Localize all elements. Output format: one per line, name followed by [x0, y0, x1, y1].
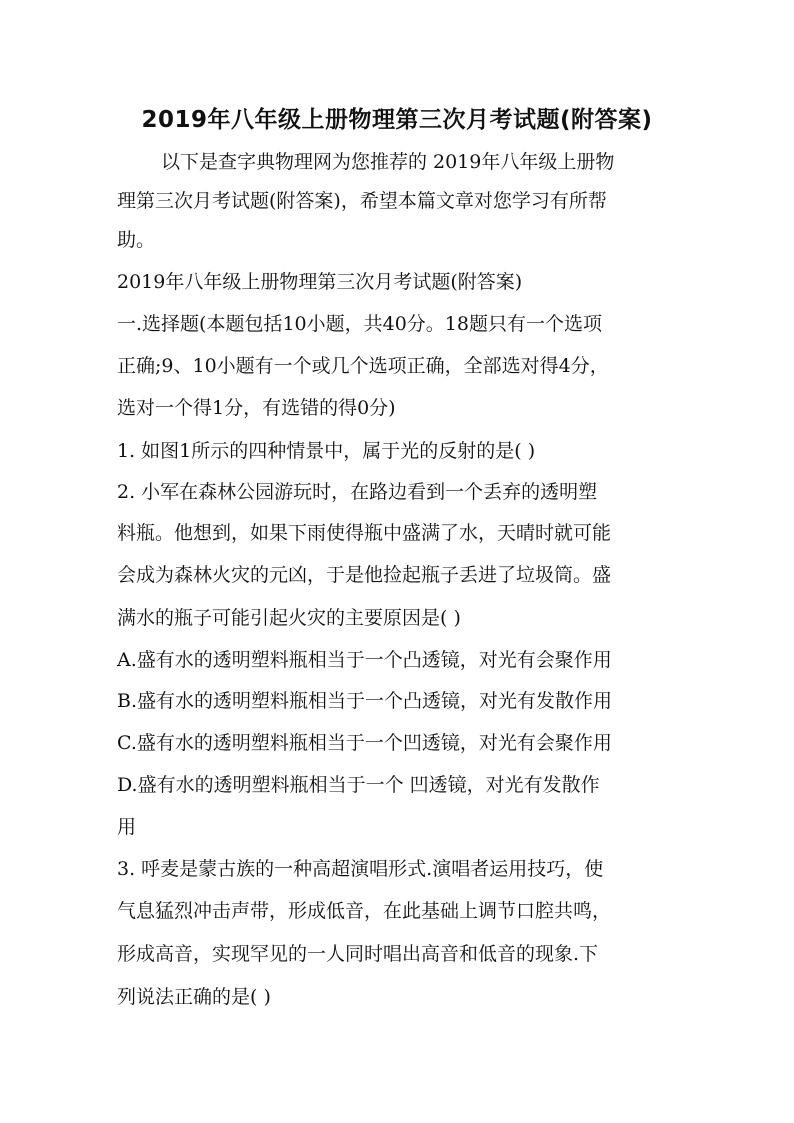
question-2: 2. 小军在森林公园游玩时，在路边看到一个丢弃的透明塑	[117, 481, 598, 503]
question-3: 3. 呼麦是蒙古族的一种高超演唱形式.演唱者运用技巧，使	[117, 858, 604, 880]
option-b: B.盛有水的透明塑料瓶相当于一个凸透镜，对光有发散作用	[117, 690, 613, 712]
question-1: 1. 如图1所示的四种情景中，属于光的反射的是( )	[117, 440, 536, 462]
paragraph-line: 一.选择题(本题包括10小题，共40分。18题只有一个选项	[117, 313, 602, 335]
paragraph-line: 选对一个得1分，有选错的得0分)	[117, 397, 396, 419]
paragraph-line: 料瓶。他想到，如果下雨使得瓶中盛满了水，天晴时就可能	[117, 522, 612, 544]
option-d: D.盛有水的透明塑料瓶相当于一个 凹透镜，对光有发散作	[117, 774, 600, 796]
paragraph-line: 形成高音，实现罕见的一人同时唱出高音和低音的现象.下	[117, 943, 599, 965]
paragraph-line: 用	[117, 816, 137, 838]
paragraph-line: 会成为森林火灾的元凶，于是他捡起瓶子丢进了垃圾筒。盛	[117, 564, 612, 586]
option-c: C.盛有水的透明塑料瓶相当于一个凹透镜，对光有会聚作用	[117, 732, 612, 754]
option-a: A.盛有水的透明塑料瓶相当于一个凸透镜，对光有会聚作用	[117, 649, 612, 671]
paragraph-line: 气息猛烈冲击声带，形成低音，在此基础上调节口腔共鸣，	[117, 900, 612, 922]
paragraph-line: 理第三次月考试题(附答案)，希望本篇文章对您学习有所帮	[117, 190, 607, 212]
paragraph-line: 满水的瓶子可能引起火灾的主要原因是( )	[117, 607, 461, 629]
paragraph-line: 列说法正确的是( )	[117, 986, 271, 1008]
paragraph-line: 正确;9、10小题有一个或几个选项正确，全部选对得4分，	[117, 355, 609, 377]
document-title: 2019年八年级上册物理第三次月考试题(附答案)	[141, 107, 653, 133]
paragraph-line: 助。	[117, 229, 156, 251]
section-heading: 2019年八年级上册物理第三次月考试题(附答案)	[117, 271, 523, 293]
paragraph-line: 以下是查字典物理网为您推荐的 2019年八年级上册物	[161, 151, 615, 173]
